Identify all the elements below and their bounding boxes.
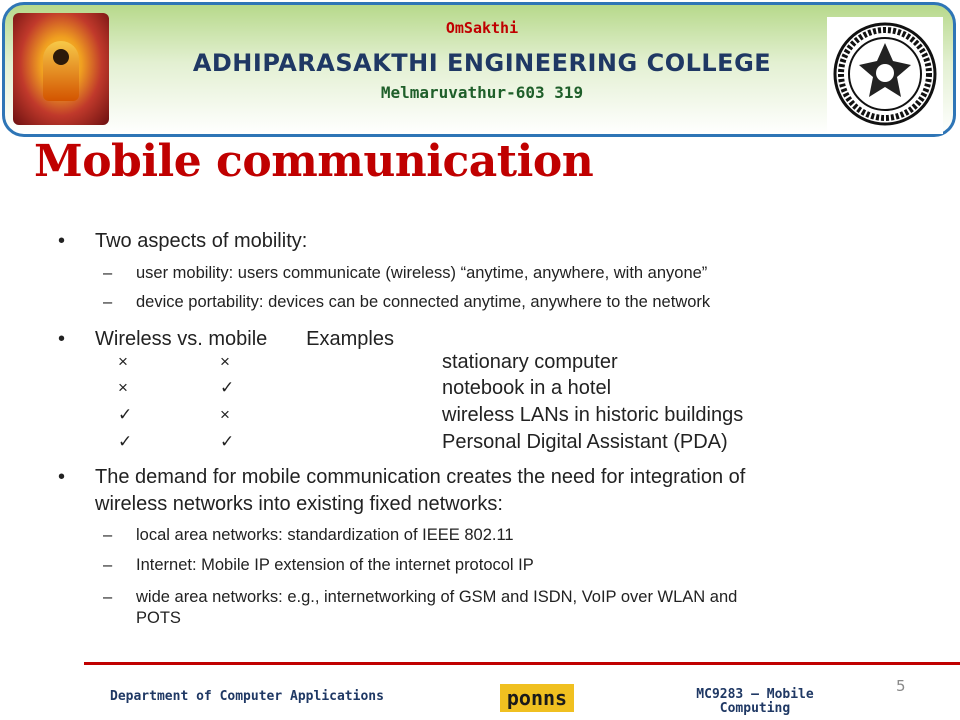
sub-bullet-text: user mobility: users communicate (wireless) “anytime, anywhere, with anyone” <box>136 264 708 282</box>
bullet-dot: • <box>58 466 66 488</box>
college-seal-logo <box>827 17 943 134</box>
slide-title: Mobile communication <box>34 136 594 187</box>
page-number: 5 <box>896 677 906 695</box>
wireless-mark: × <box>118 378 128 397</box>
mobile-mark: ✓ <box>220 378 235 397</box>
college-name: ADHIPARASAKTHI ENGINEERING COLLEGE <box>192 49 772 77</box>
example-text: notebook in a hotel <box>442 377 612 399</box>
wireless-mark: × <box>118 352 128 371</box>
bullet-dot: • <box>58 328 66 350</box>
college-header-banner <box>2 2 956 137</box>
wireless-mark: ✓ <box>118 432 133 451</box>
sub-bullet-text: Internet: Mobile IP extension of the internet protocol IP <box>136 556 534 574</box>
bullet-text-line2: wireless networks into existing fixed networks: <box>95 493 503 515</box>
sub-bullet-text: POTS <box>136 609 181 627</box>
footer-course-line2: Computing <box>719 701 791 716</box>
example-text: wireless LANs in historic buildings <box>442 404 744 426</box>
bullet-dot: • <box>58 230 66 252</box>
footer-ponns-badge: ponns <box>500 684 574 712</box>
bullet-text-line1: The demand for mobile communication creates the need for integration of <box>95 466 746 488</box>
omsakthi-label: OmSakthi <box>445 19 519 37</box>
college-location: Melmaruvathur-603 319 <box>380 83 584 102</box>
wireless-mark: ✓ <box>118 405 133 424</box>
footer-course-line1: MC9283 – Mobile <box>696 687 814 702</box>
sub-bullet-text: wide area networks: e.g., internetworking of GSM and ISDN, VoIP over WLAN and <box>136 588 738 606</box>
footer-course <box>660 688 850 716</box>
sub-bullet-text: device portability: devices can be connected anytime, anywhere to the network <box>136 293 711 311</box>
wireless-mobile-table <box>58 352 938 462</box>
example-text: Personal Digital Assistant (PDA) <box>442 431 728 453</box>
sub-bullet-text: local area networks: standardization of IEEE 802.11 <box>136 526 514 544</box>
mobile-mark: × <box>220 405 230 424</box>
mobile-mark: × <box>220 352 230 371</box>
footer-department: Department of Computer Applications <box>110 689 384 704</box>
bullet-text: Two aspects of mobility: <box>95 230 308 252</box>
bullet-text: Wireless vs. mobile Examples <box>95 328 394 350</box>
mobile-mark: ✓ <box>220 432 235 451</box>
example-text: stationary computer <box>442 351 618 373</box>
footer-divider <box>84 662 960 665</box>
